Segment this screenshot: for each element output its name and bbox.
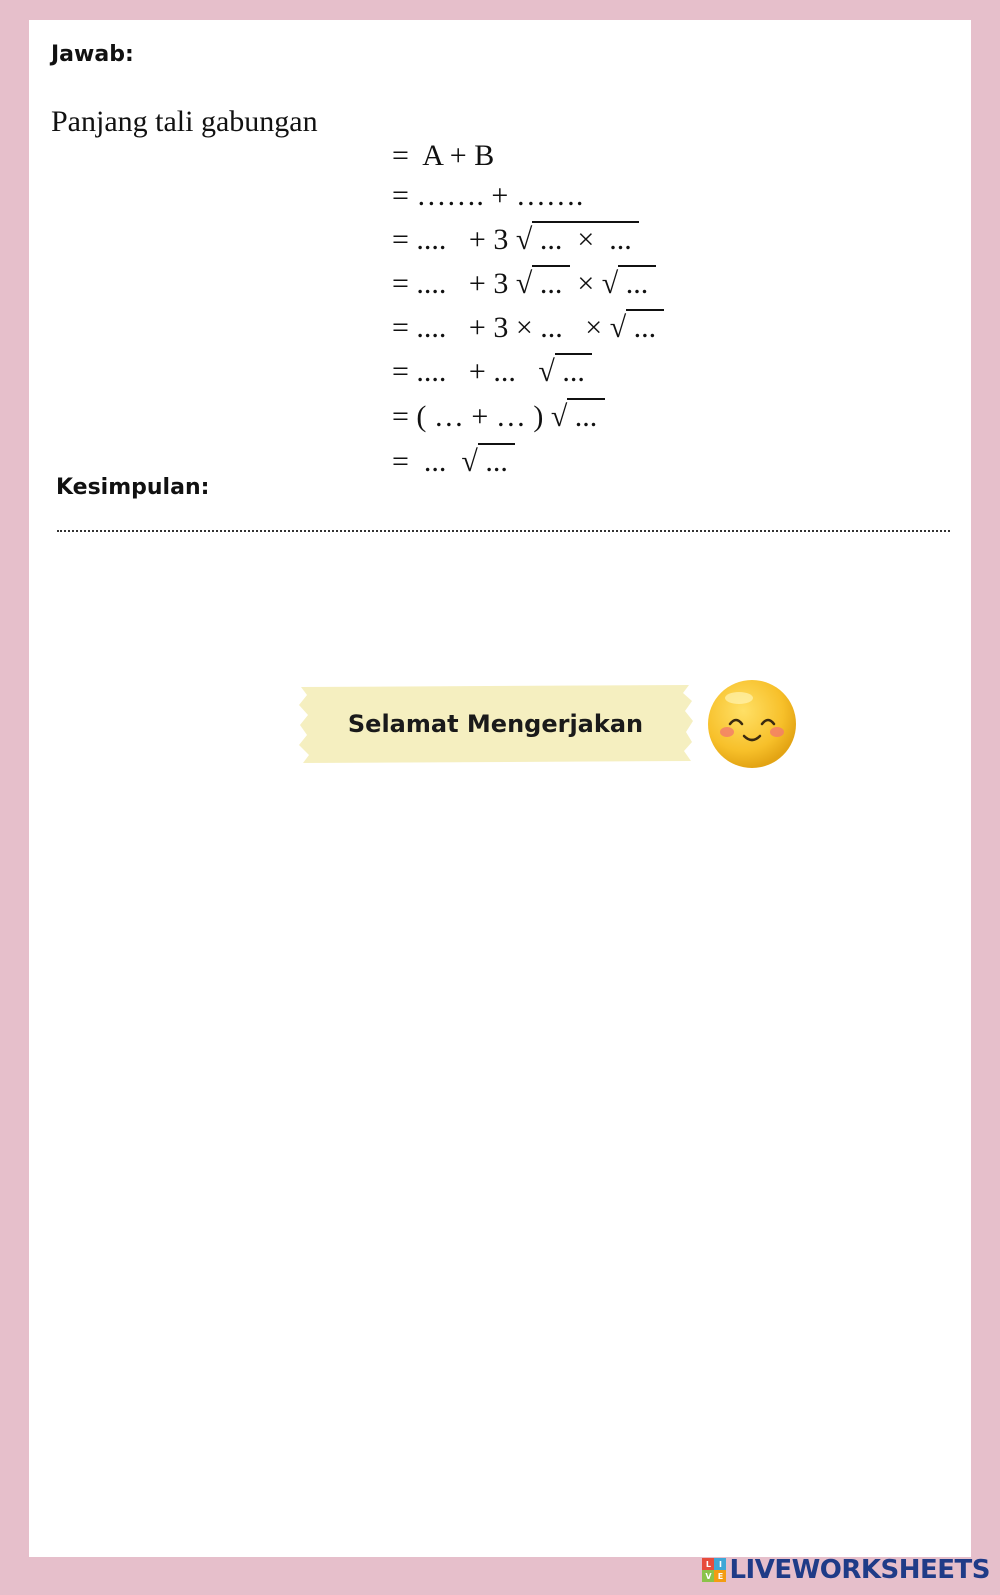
smiling-face-icon (706, 678, 798, 770)
worksheet-page (29, 20, 971, 1557)
banner-text: Selamat Mengerjakan (347, 710, 644, 738)
conclusion-answer-line[interactable] (57, 530, 950, 532)
sqrt-icon: √ (550, 400, 568, 433)
sqrt-icon: √ (538, 355, 555, 388)
conclusion-label: Kesimpulan: (56, 475, 210, 500)
equation-line-2: = ……. + ……. (392, 179, 584, 212)
equation-line-7: = ( … + … ) √ ... (392, 400, 605, 433)
equation-line-8: = ... √ ... (392, 445, 516, 478)
sqrt-icon: √ (515, 223, 533, 256)
sqrt-icon: √ (609, 311, 627, 344)
equation-lhs: Panjang tali gabungan (51, 105, 318, 138)
equation-line-5: = .... + 3 × ... × √ ... (392, 311, 664, 344)
equation-line-3: = .... + 3 √ ... × ... (392, 223, 640, 256)
liveworksheets-brand[interactable] (702, 1555, 990, 1585)
sqrt-icon: √ (515, 267, 533, 300)
brand-name: LIVEWORKSHEETS (729, 1555, 990, 1585)
sqrt-icon: √ (461, 445, 478, 478)
liveworksheets-logo-icon: L I V E (702, 1558, 726, 1582)
answer-label: Jawab: (51, 42, 134, 67)
equation-line-4: = .... + 3 √ ... × √ ... (392, 267, 656, 300)
equation-line-1: = A + B (392, 139, 495, 172)
equation-line-6: = .... + ... √ ... (392, 355, 593, 388)
selamat-banner (297, 685, 694, 763)
sqrt-icon: √ (601, 267, 619, 300)
